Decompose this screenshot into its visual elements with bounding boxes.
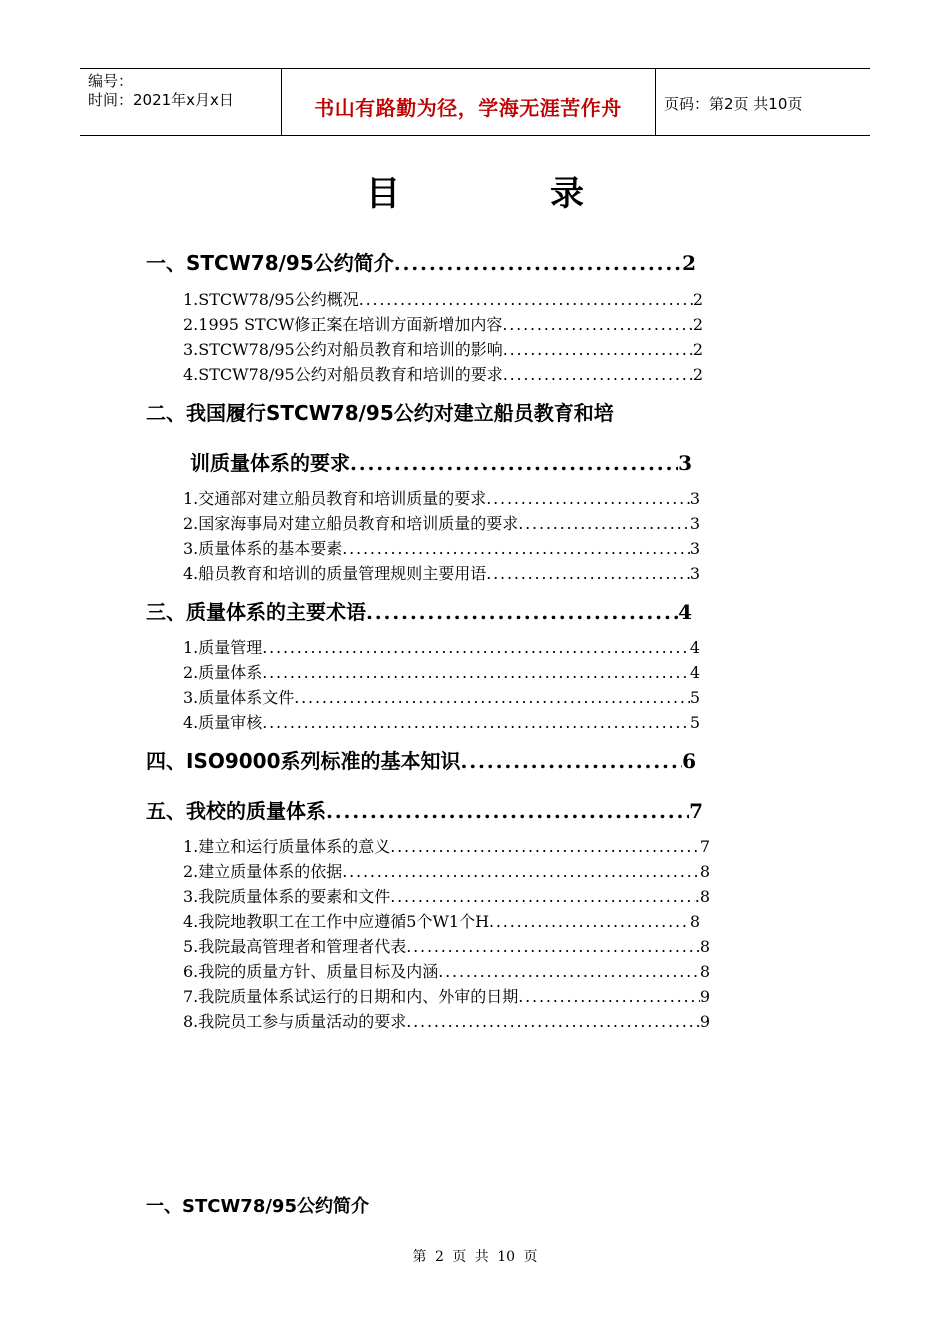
toc-entry-label: 4.质量审核 bbox=[183, 713, 263, 732]
toc-entry-label: 1.交通部对建立船员教育和培训质量的要求 bbox=[183, 489, 487, 508]
toc-entry-page: .8 bbox=[694, 887, 710, 906]
toc-entry[interactable] bbox=[183, 1009, 710, 1032]
toc-entry-label: 五、我校的质量体系 bbox=[146, 799, 326, 823]
toc-title-left: 目 bbox=[366, 174, 400, 214]
toc-entry[interactable] bbox=[183, 984, 710, 1007]
toc-entry[interactable] bbox=[183, 287, 703, 310]
toc-title-right: 录 bbox=[550, 174, 584, 214]
toc-title bbox=[0, 166, 950, 215]
toc-entry-label: 二、我国履行STCW78/95公约对建立船员教育和培 bbox=[146, 401, 614, 425]
toc-entry-label: 2.国家海事局对建立船员教育和培训质量的要求 bbox=[183, 514, 519, 533]
toc-entry-label: 8.我院员工参与质量活动的要求 bbox=[183, 1012, 407, 1031]
toc-entry[interactable] bbox=[146, 745, 696, 774]
toc-entry-page: 4 bbox=[689, 638, 700, 657]
toc-entry-page: 3 bbox=[689, 539, 700, 558]
toc-entry[interactable] bbox=[183, 635, 700, 658]
toc-entry-label: 4.船员教育和培训的质量管理规则主要用语 bbox=[183, 564, 487, 583]
toc-entry[interactable] bbox=[183, 337, 703, 360]
toc-entry[interactable] bbox=[146, 397, 614, 426]
toc-entry-page: 9 bbox=[699, 987, 710, 1006]
header-divider-right bbox=[655, 68, 656, 136]
toc-entry-label: 一、STCW78/95公约简介 bbox=[146, 251, 394, 275]
toc-entry[interactable] bbox=[146, 596, 692, 625]
toc-entry-label: 3.质量体系文件 bbox=[183, 688, 295, 707]
toc-entry-page: 2 bbox=[692, 340, 703, 359]
toc-entry-label: 1.建立和运行质量体系的意义 bbox=[183, 837, 391, 856]
toc-entry-label: 2.质量体系 bbox=[183, 663, 263, 682]
section-heading: 一、STCW78/95公约简介 bbox=[146, 1196, 369, 1217]
toc-entry-page: 2 bbox=[692, 290, 703, 309]
toc-entry-page: 2 bbox=[682, 251, 696, 275]
toc-entry-page: 3 bbox=[689, 564, 700, 583]
toc-entry-label: 4.我院地教职工在工作中应遵循5个W1个H bbox=[183, 912, 490, 931]
toc-entry[interactable] bbox=[183, 536, 700, 559]
toc-entry-page: 2 bbox=[692, 365, 703, 384]
toc-entry-page: 8 bbox=[689, 912, 700, 931]
toc-entry-label: 7.我院质量体系试运行的日期和内、外审的日期 bbox=[183, 987, 519, 1006]
toc-entry-page: 2 bbox=[692, 315, 703, 334]
toc-entry-page: 8 bbox=[699, 862, 710, 881]
toc-entry-page: 4 bbox=[678, 600, 692, 624]
toc-entry[interactable] bbox=[183, 834, 710, 857]
toc-entry-label: 训质量体系的要求 bbox=[190, 451, 350, 475]
toc-entry[interactable] bbox=[146, 247, 696, 276]
toc-entry[interactable] bbox=[183, 884, 710, 907]
toc-entry-label: 3.质量体系的基本要素 bbox=[183, 539, 343, 558]
toc-entry[interactable] bbox=[183, 934, 710, 957]
toc-entry-page: 7 bbox=[699, 837, 710, 856]
toc-entry[interactable] bbox=[183, 959, 710, 982]
toc-entry-page: 3 bbox=[689, 489, 700, 508]
toc-entry[interactable] bbox=[183, 362, 703, 385]
toc-entry[interactable] bbox=[183, 660, 700, 683]
toc-entry-label: 1.质量管理 bbox=[183, 638, 263, 657]
toc-entry-page: 8 bbox=[699, 962, 710, 981]
toc-entry-label: 4.STCW78/95公约对船员教育和培训的要求 bbox=[183, 365, 503, 384]
toc-entry-page: 4 bbox=[689, 663, 700, 682]
header-meta bbox=[88, 72, 234, 110]
toc-entry-label: 3.我院质量体系的要素和文件 bbox=[183, 887, 391, 906]
toc-entry-page: 3 bbox=[689, 514, 700, 533]
toc-entry-page: 6 bbox=[682, 749, 696, 773]
toc-entry[interactable] bbox=[183, 511, 700, 534]
header-bottom-rule bbox=[80, 135, 870, 136]
toc-entry-page: 5 bbox=[689, 713, 700, 732]
toc-entry-page: 8 bbox=[699, 937, 710, 956]
toc-entry[interactable] bbox=[183, 685, 700, 708]
toc-entry-label: 3.STCW78/95公约对船员教育和培训的影响 bbox=[183, 340, 503, 359]
toc-entry-page: 7 bbox=[689, 799, 703, 823]
document-date: 时间：2021年x月x日 bbox=[88, 91, 234, 109]
toc-entry-label: 5.我院最高管理者和管理者代表 bbox=[183, 937, 407, 956]
toc-entry[interactable] bbox=[146, 795, 703, 824]
toc-entry-label: 1.STCW78/95公约概况 bbox=[183, 290, 359, 309]
toc-entry[interactable] bbox=[183, 312, 703, 335]
toc-entry-label: 2.1995 STCW修正案在培训方面新增加内容 bbox=[183, 315, 503, 334]
toc-entry[interactable] bbox=[183, 561, 700, 584]
page-footer: 第 2 页 共 10 页 bbox=[412, 1249, 538, 1265]
toc-entry-label: 三、质量体系的主要术语 bbox=[146, 600, 366, 624]
toc-entry[interactable] bbox=[183, 859, 710, 882]
document-number-label: 编号： bbox=[88, 72, 134, 90]
toc-entry[interactable] bbox=[183, 909, 700, 932]
header-top-rule bbox=[80, 68, 870, 69]
header-motto: 书山有路勤为径，学海无涯苦作舟 bbox=[314, 96, 622, 120]
toc-entry-page: 9 bbox=[699, 1012, 710, 1031]
toc-entry-label: 2.建立质量体系的依据 bbox=[183, 862, 343, 881]
toc-entry-page: 3 bbox=[678, 451, 692, 475]
toc-entry[interactable] bbox=[183, 710, 700, 733]
toc-entry-label: 四、ISO9000系列标准的基本知识 bbox=[146, 749, 461, 773]
toc-entry-page: 5 bbox=[689, 688, 700, 707]
toc-entry[interactable] bbox=[190, 447, 692, 476]
header-page-indicator: 页码：第2页 共10页 bbox=[664, 95, 803, 113]
toc-entry-label: 6.我院的质量方针、质量目标及内涵 bbox=[183, 962, 439, 981]
toc-entry[interactable] bbox=[183, 486, 700, 509]
